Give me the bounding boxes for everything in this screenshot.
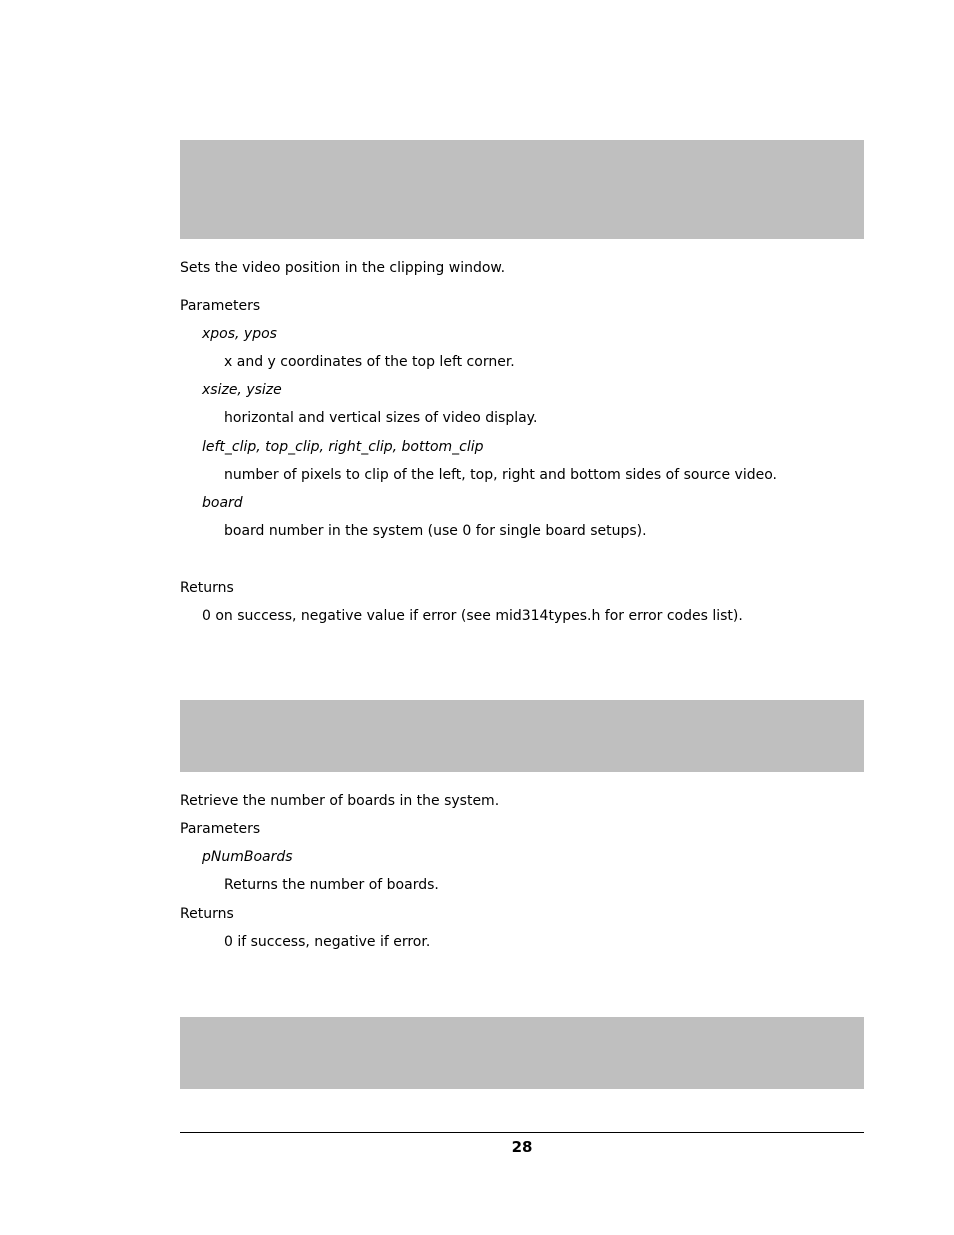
- param-desc-xsize-ysize: horizontal and vertical sizes of video display.: [224, 410, 538, 426]
- param-name-board: board: [202, 495, 243, 511]
- section1-parameters-heading: Parameters: [180, 298, 261, 314]
- section2-returns-text: 0 if success, negative if error.: [224, 934, 431, 950]
- param-name-xsize-ysize: xsize, ysize: [202, 382, 282, 398]
- function-header-box-3: [180, 1017, 864, 1089]
- footer-rule: [180, 1132, 864, 1133]
- section1-description: Sets the video position in the clipping window.: [180, 260, 506, 276]
- param-name-clip: left_clip, top_clip, right_clip, bottom_clip: [202, 439, 484, 455]
- section2-returns-heading: Returns: [180, 906, 234, 922]
- param-desc-board: board number in the system (use 0 for single board setups).: [224, 523, 647, 539]
- section1-returns-text: 0 on success, negative value if error (see mid314types.h for error codes list).: [202, 608, 743, 624]
- param-desc-pnumboards: Returns the number of boards.: [224, 877, 439, 893]
- param-desc-xpos-ypos: x and y coordinates of the top left corner.: [224, 354, 515, 370]
- function-header-box-1: [180, 140, 864, 239]
- param-name-pnumboards: pNumBoards: [202, 849, 293, 865]
- param-name-xpos-ypos: xpos, ypos: [202, 326, 277, 342]
- section2-description: Retrieve the number of boards in the system.: [180, 793, 500, 809]
- section1-returns-heading: Returns: [180, 580, 234, 596]
- page-number: 28: [511, 1138, 533, 1156]
- section2-parameters-heading: Parameters: [180, 821, 261, 837]
- param-desc-clip: number of pixels to clip of the left, top, right and bottom sides of source video.: [224, 467, 777, 483]
- function-header-box-2: [180, 700, 864, 772]
